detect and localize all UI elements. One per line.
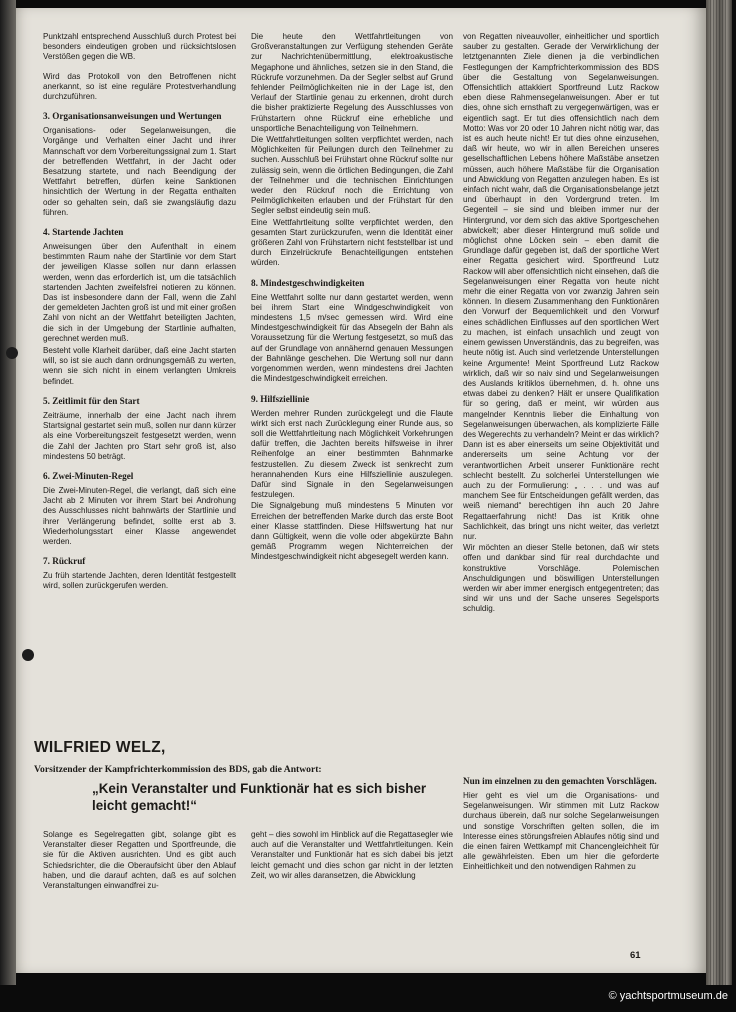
section-4-text-2: Besteht volle Klarheit darüber, daß eine Jacht starten will, so ist sie auch dann ordnungsgemäß zu werten, wenn sie sich nicht in einem verlangten Umkreis befindet. bbox=[43, 346, 236, 386]
section-9-text-1: Werden mehrer Runden zurückgelegt und die Flaute wirkt sich erst nach Zurücklegung einer Runde aus, so soll die Wettfahrtleitung nach Möglichkeit Vorkehrungen dafür treffen, die Jachten bereits hilfsweise in ihrer Reihenfolge an einer bestimmten Bahnmarke festzustellen. Zu diesem Zweck ist senkrecht zum herannahenden Kurs eine Hilfsziellinie auszulegen. Dafür sind Signale in den Segelanweisungen festzulegen. bbox=[251, 408, 453, 500]
punch-hole-bottom bbox=[22, 649, 34, 661]
text-column-1 bbox=[43, 32, 236, 722]
text-column-3 bbox=[463, 32, 659, 767]
column-2-paragraph-2: Die Wettfahrtleitungen sollten verpflichtet werden, nach Möglichkeiten für Peilungen durch den Teilnehmer zu suchen. Ausschluß bei Frühstart ohne Rückruf sollte nur zulässig sein, wenn die örtlichen Bedingungen, die Zahl der Teilnehmer und die technischen Einrichtungen weder den Rückruf noch die Errichtung von Peilmöglichkeiten erlauben und der Frühstart für den Segler selbst eindeutig sein muß. bbox=[251, 135, 453, 216]
intro-paragraph-1: Punktzahl entsprechend Ausschluß durch Protest bei besonders eindeutigen groben und rücksichtslosen Verstößen gegen die WB. bbox=[43, 32, 236, 62]
column-2-paragraph-3: Eine Wettfahrtleitung sollte verpflichtet werden, den gesamten Start zurückzurufen, wenn die Identität einer größeren Zahl von Frühstartern nicht feststellbar ist und durch Einzelrückrufe Benachteiligungen entstehen würden. bbox=[251, 217, 453, 268]
answer-column-2 bbox=[251, 830, 453, 940]
section-3-text: Organisations- oder Segelanweisungen, die Vorgänge und Verhalten einer Jacht und ihrer Mannschaft vor dem Vorbereitungssignal zum 1. Start der betreffenden Wettfahrt, in der Jacht oder Besatzung startete, und nach Beendigung der Wettfahrt betreffen, dürfen keine Sanktionen hinsichtlich der Wertung in der Regatta enthalten oder so gehalten sein, daß sie zwangsläufig dazu führen. bbox=[43, 126, 236, 217]
answer-headline: „Kein Veranstalter und Funktionär hat es sich bisher leicht gemacht!“ bbox=[92, 781, 427, 813]
section-5-text: Zeiträume, innerhalb der eine Jacht nach ihrem Startsignal gestartet sein muß, sollen nur dann kürzer als eine Vorbereitungszeit festgesetzt werden, wenn die Zahl der Jachten pro Start sehr groß ist, also mindestens 50 beträgt. bbox=[43, 410, 236, 461]
intro-paragraph-2: Wird das Protokoll von den Betroffenen nicht anerkannt, so ist eine reguläre Protestverhandlung durchzuführen. bbox=[43, 71, 236, 102]
section-8-text: Eine Wettfahrt sollte nur dann gestartet werden, wenn bei ihrem Start eine Windgeschwindigkeit von mindestens 1,5 m/sec gemessen wird. Wird eine Mindestgeschwindigkeit für das Absegeln der Bahn als Voraussetzung für die Wertung festgesetzt, so muß das auf der Grundlage von annähernd genauen Messungen der Bahnlänge geschehen. Die Wertung soll nur dann vorgenommen werden, wenn mindestens drei Jachten die Mindestgeschwindigkeit erreichen. bbox=[251, 292, 453, 384]
section-6-text: Die Zwei-Minuten-Regel, die verlangt, daß sich eine Jacht ab 2 Minuten vor ihrem Start bei Androhung des Ausschlusses nicht bahnwärts der Startlinie und ihrer Verlängerung befindet, sollte erst ab 3. Wiederholungsstart einer Klasse angewendet werden. bbox=[43, 485, 236, 546]
section-4-text-1: Anweisungen über den Aufenthalt in einem bestimmten Raum nahe der Startlinie vor dem Start der jeweiligen Klasse sollen nur dann erlassen werden, wenn das erforderlich ist, um die tatsächlich startenden Jachten zweifelsfrei notieren zu können. Das ist insbesondere dann der Fall, wenn die Zahl der gemeldeten Jachten groß ist und mit einer großen Zahl von nicht an der Wettfahrt beteiligten Jachten, die sich in der Umgebung der Startlinie aufhalten, gerechnet werden muß. bbox=[43, 242, 236, 343]
text-column-3-continued bbox=[463, 776, 659, 941]
section-3-heading: 3. Organisationsanweisungen und Wertungen bbox=[43, 111, 222, 122]
binding-left-edge bbox=[0, 0, 16, 985]
section-6-heading: 6. Zwei-Minuten-Regel bbox=[43, 470, 134, 481]
column-3-paragraph-2: Wir möchten an dieser Stelle betonen, daß wir stets offen und dankbar sind für real durchdachte und konstruktive Vorschläge. Polemischen Anschuldigungen und böswilligen Unterstellungen werden wir aber immer energisch entgegentreten; das sind wir uns und der Sache unseres Segelsports schuldig. bbox=[463, 543, 659, 614]
section-9-text-2: Die Signalgebung muß mindestens 5 Minuten vor Erreichen der betreffenden Marke durch das erste Boot einer Klasse stattfinden. Diese Hilfswertung hat nur dann Gültigkeit, wenn die volle oder abgekürzte Bahn gemäß Programm wegen Nichterreichen der Mindestgeschwindigkeit nicht abgesegelt werden kann. bbox=[251, 501, 453, 562]
spine-texture bbox=[710, 0, 728, 985]
copyright-footer: © yachtsportmuseum.de bbox=[608, 990, 728, 1002]
text-column-2 bbox=[251, 32, 453, 722]
answer-author-role: Vorsitzender der Kampfrichterkommission des BDS, gab die Antwort: bbox=[34, 764, 322, 775]
section-8-heading: 8. Mindestgeschwindigkeiten bbox=[251, 277, 365, 288]
page-number: 61 bbox=[630, 950, 641, 961]
proposals-text: Hier geht es viel um die Organisations- und Segelanweisungen. Wir stimmen mit Lutz Rackow durchaus überein, daß nur solche Segelanweisungen und sonstige Vorschriften gelten sollen, die im Interesse eines störungsfreien Ablaufes nötig sind und die einen fairen Wettkampf mit Chancengleichheit für alle gewährleisten. Eben um hier die geforderte Einheitlichkeit und den notwendigen Rahmen zu bbox=[463, 791, 659, 872]
section-7-text: Zu früh startende Jachten, deren Identität festgestellt wird, sollen zurückgerufen werden. bbox=[43, 571, 236, 591]
proposals-heading: Nun im einzelnen zu den gemachten Vorschlägen. bbox=[463, 776, 657, 786]
section-4-heading: 4. Startende Jachten bbox=[43, 227, 124, 238]
column-2-paragraph-1: Die heute den Wettfahrtleitungen von Großveranstaltungen zur Verfügung stehenden Geräte zur Nachrichtenübermittlung, elektroakustische Megaphone und ähnliches, setzen sie in den Stand, die Rückrufe vorzunehmen. Da der Segler selbst auf Grund fehlender Peilmöglichkeiten nie in der Lage ist, den Verlauf der Startlinie genau zu erkennen, droht durch die bisher praktizierte Regelung des Ausschlusses von Frühstartern ohne Rückruf eine erhebliche und unsportliche Benachteiligung von Teilnehmern. bbox=[251, 32, 453, 133]
answer-text-1: Solange es Segelregatten gibt, solange gibt es Veranstalter dieser Regatten und Sportfreunde, die sie für die Aktiven ausrichten. Und es gibt auch Schiedsrichter, die die Oberaufsicht über den Ablauf haben, und die darauf achten, daß es auf solchen Veranstaltungen einwandfrei zu- bbox=[43, 830, 236, 891]
punch-hole-top bbox=[6, 347, 18, 359]
answer-column-1 bbox=[43, 830, 236, 940]
answer-author: WILFRIED WELZ, bbox=[34, 739, 166, 756]
column-3-paragraph-1: von Regatten niveauvoller, einheitlicher und sportlich sauber zu gestalten. Gerade der Verwirklichung der letztgenannten Ziele dienen ja die verbindlichen Festlegungen der Kampfrichterkommission des BDS über die Gestaltung von Segelanweisungen. Offensichtlich attakkiert Sportfreund Lutz Rackow eben diese Rahmensegelanweisungen. Aber er tut dies, ohne sich ernsthaft zu vergegenwärtigen, was er eigentlich sagt. Er tut dies offensichtlich nach dem Motto: Was vor 20 oder 10 Jahren nicht nötig war, das ist es auch heute nicht! Er tut dies ohne einzusehen, daß wir heute, wo wir in allen Bereichen unseres gesellschaftlichen Lebens höhere Maßstäbe ansetzen müssen, auch höhere Maßstäbe für die Organisation und Abwicklung von Regatten anzulegen haben. Es ist einfach nicht wahr, daß die Organisationsbelange jetzt und überhaupt in den Vordergrund treten. Im Gegenteil – sie sind und bleiben immer nur der Hintergrund, vor dem sich das aktive Sportgeschehen abwickelt; aber dieser Hintergrund muß solide und möglichst ohne Löcken sein – eben damit die Grundlage dafür gegeben ist, daß der sportliche Wert einer Regatta gesichert wird. Sportfreund Lutz Rackow will aber offensichtlich nicht einsehen, daß die Segelanweisungen einer Regatta von heute nicht mehr die einer Regatta von vor zwanzig Jahren sein können. In diesem Zusammenhang den Funktionären den Vorwurf der Bequemlichkeit und den Vorwurf eines schädlichen Einflusses auf den sportlichen Wert zu machen, ist einfach unsachlich und zeugt von einem gewissen Unverständnis, das zu begreifen, was heute nötig ist. Auch sind verletzende Unterstellungen keine Argumente! Meint Sportfreund Lutz Rackow wirklich, daß wir so naiv sind und Segelanweisungen des Auslands kritiklos übernehmen, d. h. ohne uns etwas dabei zu denken? Hält er unsere Qualifikation für so gering, daß er meint, wir würden aus mangelnder Kenntnis lieber die Einhaltung von Segelanweisungen überwachen, als komplizierte Fälle des Wegerechts zu verhandeln? Meint er das wirklich? Dann ist es aber einerseits um seine Objektivität und andererseits um seine Achtung vor der verantwortlichen Arbeit unserer Funktionäre recht schlecht bestellt. Zu solcherlei Unterstellungen wie auch zu der Formulierung: „ . . . und was auf manchem See für Entscheidungen gefällt werden, das weiß niemand“ berechtigen ihn auch 20 Jahre Regattaerfahrung nicht! Das ist Kritik ohne Sachlichkeit, das bringt uns nicht weiter, das verletzt nur. bbox=[463, 32, 659, 541]
section-9-heading: 9. Hilfsziellinie bbox=[251, 393, 310, 404]
answer-text-2: geht – dies sowohl im Hinblick auf die Regattasegler wie auch auf die Veranstalter und Wettfahrtleitungen. Kein Veranstalter und Funktionär hat es sich dabei bis jetzt leicht gemacht und dies schon gar nicht in der letzten Zeit, wo wir alles daransetzen, die Abwicklung bbox=[251, 830, 453, 880]
section-5-heading: 5. Zeitlimit für den Start bbox=[43, 395, 140, 406]
section-7-heading: 7. Rückruf bbox=[43, 556, 86, 567]
